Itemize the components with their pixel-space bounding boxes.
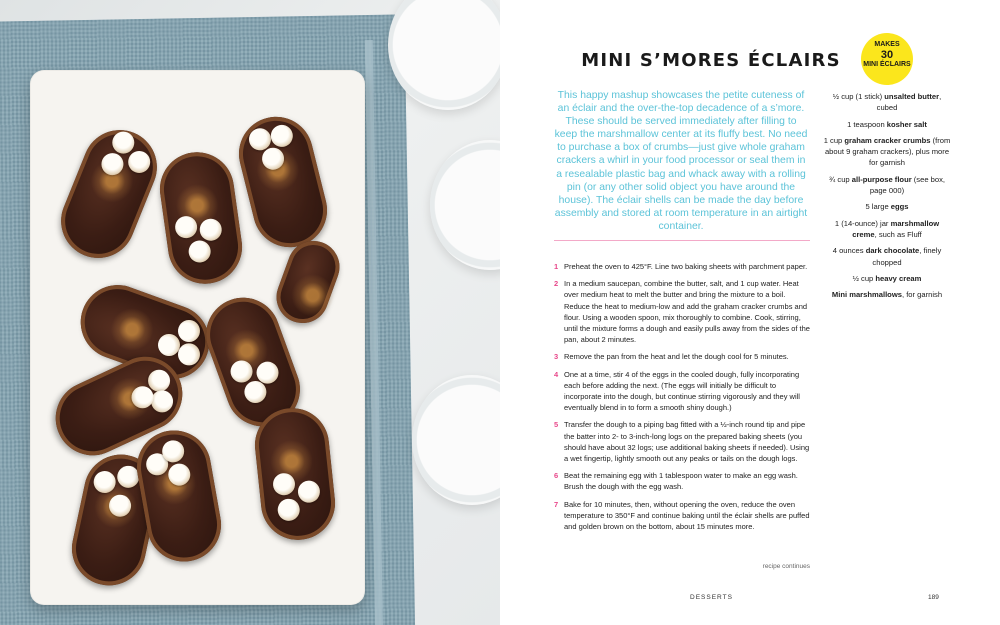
step-number: 4: [554, 369, 559, 379]
yield-badge: [861, 33, 913, 85]
method-steps: [554, 261, 810, 538]
step-item: [554, 470, 810, 492]
recipe-title: MINI S’MORES ÉCLAIRS: [581, 50, 841, 71]
step-number: 6: [554, 471, 559, 481]
ingredient-item: ½ cup heavy cream: [852, 273, 922, 283]
ingredient-list: [822, 91, 952, 305]
step-text: Bake for 10 minutes, then, without opening the oven, reduce the oven temperature to 350°F and continue baking until the éclair shells are puffed and golden brown on the bottom, about 15 minutes more.: [564, 499, 810, 532]
ingredient-item: 1 cup graham cracker crumbs (from about 9 graham crackers), plus more for garnish: [823, 135, 951, 168]
step-item: [554, 351, 810, 362]
ingredient-item: 4 ounces dark chocolate, finely chopped: [832, 246, 942, 267]
divider: [554, 240, 810, 241]
ingredient-item: 1 teaspoon kosher salt: [847, 119, 927, 129]
step-item: [554, 261, 810, 272]
step-text: One at a time, stir 4 of the eggs in the cooled dough, fully incorporating each before adding the next. (The eggs will initially be difficult to incorporate into the dough, but continue stirring vigorously and they will eventually blend in to form a smooth shiny dough.): [564, 369, 800, 413]
step-item: [554, 499, 810, 533]
yield-unit: MINI ÉCLAIRS: [863, 60, 911, 68]
step-number: 7: [554, 499, 559, 509]
step-item: [554, 278, 810, 345]
step-item: [554, 419, 810, 464]
yield-number: 30: [880, 48, 894, 61]
step-number: 3: [554, 352, 559, 362]
ingredient-item: 1 (14-ounce) jar marshmallow creme, such as Fluff: [834, 218, 940, 239]
ingredient-item: ½ cup (1 stick) unsalted butter, cubed: [832, 92, 942, 113]
step-number: 1: [554, 262, 559, 271]
ingredient-item: 5 large eggs: [865, 202, 909, 212]
page-number: 189: [928, 594, 939, 601]
milk-glass: [430, 140, 500, 270]
step-text: Remove the pan from the heat and let the dough cool for 5 minutes.: [564, 352, 789, 362]
step-text: Beat the remaining egg with 1 tablespoon water to make an egg wash. Brush the dough with the egg wash.: [564, 471, 798, 492]
ingredient-item: Mini marshmallows, for garnish: [831, 290, 943, 300]
recipe-continues-note: recipe continues: [762, 563, 810, 570]
step-number: 2: [554, 279, 559, 289]
step-number: 5: [554, 420, 559, 430]
step-text: Preheat the oven to 425°F. Line two baking sheets with parchment paper.: [564, 262, 808, 271]
recipe-page: [500, 0, 1000, 625]
step-text: In a medium saucepan, combine the butter, salt, and 1 cup water. Heat over medium heat to melt the butter and bring the mixture to a boil. Reduce the heat to medium-low and add the graham cracker crumbs and flour. Using a wooden spoon, mix thoroughly to combine. Cook, stirring, until the mixture forms a dough and easily pulls away from the sides of the pan, about 2 minutes.: [564, 279, 810, 345]
milk-glass: [412, 375, 500, 505]
step-text: Transfer the dough to a piping bag fitted with a ½-inch round tip and pipe the batter into 2- to 3-inch-long logs on the prepared baking sheets (you should have about 32 logs; use additional baking sheets if needed). Using a wet fingertip, lightly smooth out any peaks or tails on the dough logs.: [564, 420, 810, 464]
step-item: [554, 369, 810, 414]
yield-label: MAKES: [874, 41, 900, 48]
ingredient-item: ¾ cup all-purpose flour (see box, page 000): [828, 174, 946, 196]
recipe-intro: This happy mashup showcases the petite cuteness of an éclair and the over-the-top decadence of a s’more. These should be served immediately after filling to keep the marshmallow center at its fluffy best. No need to purchase a box of crumbs—just give whole graham crackers a whirl in your food processor or seal them in a resealable plastic bag and whack away with a rolling pin (or any other solid object you have around the house). The éclair shells can be made the day before assembly and stored at room temperature in an airtight container.: [554, 90, 808, 232]
section-footer: DESSERTS: [690, 594, 733, 601]
